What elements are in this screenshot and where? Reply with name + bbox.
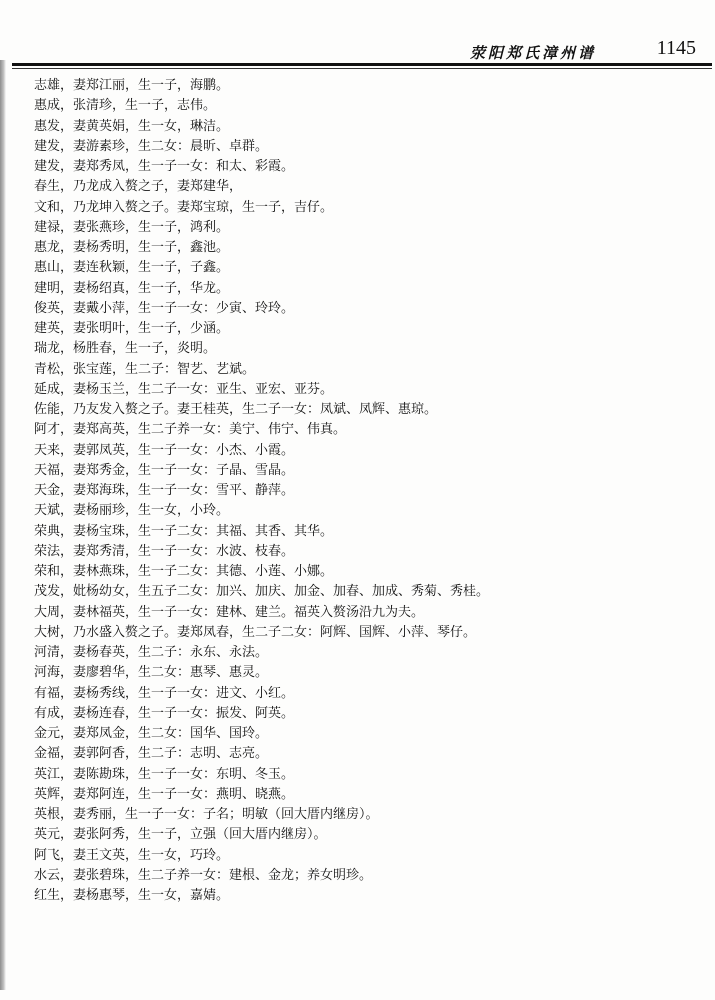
genealogy-entry: 建禄，妻张燕珍，生一子，鸿利。 bbox=[34, 219, 230, 235]
genealogy-entry: 天金，妻郑海珠，生一子一女：雪平、静萍。 bbox=[34, 483, 295, 498]
genealogy-entry: 惠山，妻连秋颖，生一子，子鑫。 bbox=[34, 260, 230, 276]
genealogy-entry: 瑞龙，杨胜春，生一子，炎明。 bbox=[34, 341, 217, 357]
genealogy-entry: 天斌，妻杨丽珍，生一女，小玲。 bbox=[34, 503, 230, 519]
genealogy-entry: 俊英，妻戴小萍，生一子一女：少寅、玲玲。 bbox=[34, 300, 295, 316]
genealogy-entry: 英元，妻张阿秀，生一子，立强（回大厝内继房）。 bbox=[34, 827, 327, 843]
genealogy-entry: 河海，妻廖碧华，生二女：惠琴、惠灵。 bbox=[34, 665, 269, 681]
genealogy-entry: 延成，妻杨玉兰，生二子一女：亚生、亚宏、亚芬。 bbox=[34, 381, 334, 397]
genealogy-entry: 荣典，妻杨宝珠，生一子二女：其福、其香、其华。 bbox=[34, 523, 334, 539]
genealogy-entry: 文和，乃龙坤入赘之子。妻郑宝琼，生一子，吉仔。 bbox=[34, 199, 334, 215]
page-number: 1145 bbox=[656, 37, 696, 59]
genealogy-entry: 英根，妻秀丽，生一子一女：子名；明敏（回大厝内继房）。 bbox=[34, 807, 379, 822]
genealogy-entry: 有福，妻杨秀线，生一子一女：进文、小红。 bbox=[34, 685, 295, 701]
genealogy-entry: 惠成，张清珍，生一子，志伟。 bbox=[34, 98, 217, 114]
genealogy-entry: 大周，妻林福英，生一子一女：建林、建兰。福英入赘汤沿九为夫。 bbox=[34, 604, 425, 620]
genealogy-entry: 河清，妻杨春英，生二子：永东、永法。 bbox=[34, 645, 269, 660]
genealogy-entry: 英辉，妻郑阿连，生一子一女：燕明、晓燕。 bbox=[34, 786, 295, 802]
header-rule bbox=[12, 63, 712, 66]
genealogy-entry: 青松，张宝莲，生二子：智艺、艺斌。 bbox=[34, 361, 256, 377]
genealogy-entry: 志雄，妻郑江丽，生一子，海鹏。 bbox=[34, 78, 230, 93]
genealogy-entry: 建发，妻游素珍，生二女：晨昕、卓群。 bbox=[34, 138, 269, 154]
genealogy-entry: 建英，妻张明叶，生一子，少涵。 bbox=[34, 321, 230, 336]
genealogy-entry: 阿飞，妻王文英，生一女，巧玲。 bbox=[34, 847, 230, 863]
genealogy-entry: 金元，妻郑凤金，生二女：国华、国玲。 bbox=[34, 726, 269, 741]
genealogy-entry: 建发，妻郑秀凤，生一子一女：和太、彩霞。 bbox=[34, 159, 295, 174]
genealogy-entry: 荣和，妻林燕珠，生一子二女：其德、小莲、小娜。 bbox=[34, 564, 334, 579]
genealogy-entry: 佐能，乃友发入赘之子。妻王桂英，生二子一女：凤斌、凤辉、惠琼。 bbox=[34, 402, 438, 417]
genealogy-entry: 金福，妻郭阿香，生二子：志明、志亮。 bbox=[34, 746, 269, 762]
genealogy-entry: 荣法，妻郑秀清，生一子一女：水波、枝春。 bbox=[34, 543, 295, 559]
page-header bbox=[18, 36, 708, 66]
genealogy-entry: 水云，妻张碧珠，生二子养一女：建根、金龙；养女明珍。 bbox=[34, 867, 373, 883]
genealogy-entry: 春生，乃龙成入赘之子，妻郑建华， bbox=[34, 179, 243, 195]
genealogy-entry: 红生，妻杨惠琴，生一女，嘉婧。 bbox=[34, 888, 230, 903]
genealogy-entry: 有成，妻杨连春，生一子一女：振发、阿英。 bbox=[34, 705, 295, 721]
book-spine-shadow bbox=[0, 60, 6, 990]
header-rule-thin bbox=[12, 68, 712, 69]
genealogy-entry: 天来，妻郭凤英，生一子一女：小杰、小霞。 bbox=[34, 442, 295, 458]
genealogy-entry: 惠龙，妻杨秀明，生一子，鑫池。 bbox=[34, 240, 230, 255]
genealogy-entry: 建明，妻杨绍真，生一子，华龙。 bbox=[34, 280, 230, 296]
book-title: 荥阳郑氏漳州谱 bbox=[469, 44, 596, 62]
genealogy-entry: 惠发，妻黄英娟，生一女，琳洁。 bbox=[34, 118, 230, 134]
genealogy-entry: 茂发，妣杨幼女，生五子二女：加兴、加庆、加金、加春、加成、秀菊、秀桂。 bbox=[34, 584, 490, 600]
genealogy-entry-list bbox=[34, 76, 694, 906]
genealogy-entry: 大树，乃水盛入赘之子。妻郑凤春，生二子二女：阿辉、国辉、小萍、琴仔。 bbox=[34, 624, 477, 640]
genealogy-entry: 天福，妻郑秀金，生一子一女：子晶、雪晶。 bbox=[34, 462, 295, 478]
genealogy-entry: 阿才，妻郑高英，生二子养一女：美宁、伟宁、伟真。 bbox=[34, 422, 347, 438]
genealogy-entry: 英江，妻陈勘珠，生一子一女：东明、冬玉。 bbox=[34, 766, 295, 782]
